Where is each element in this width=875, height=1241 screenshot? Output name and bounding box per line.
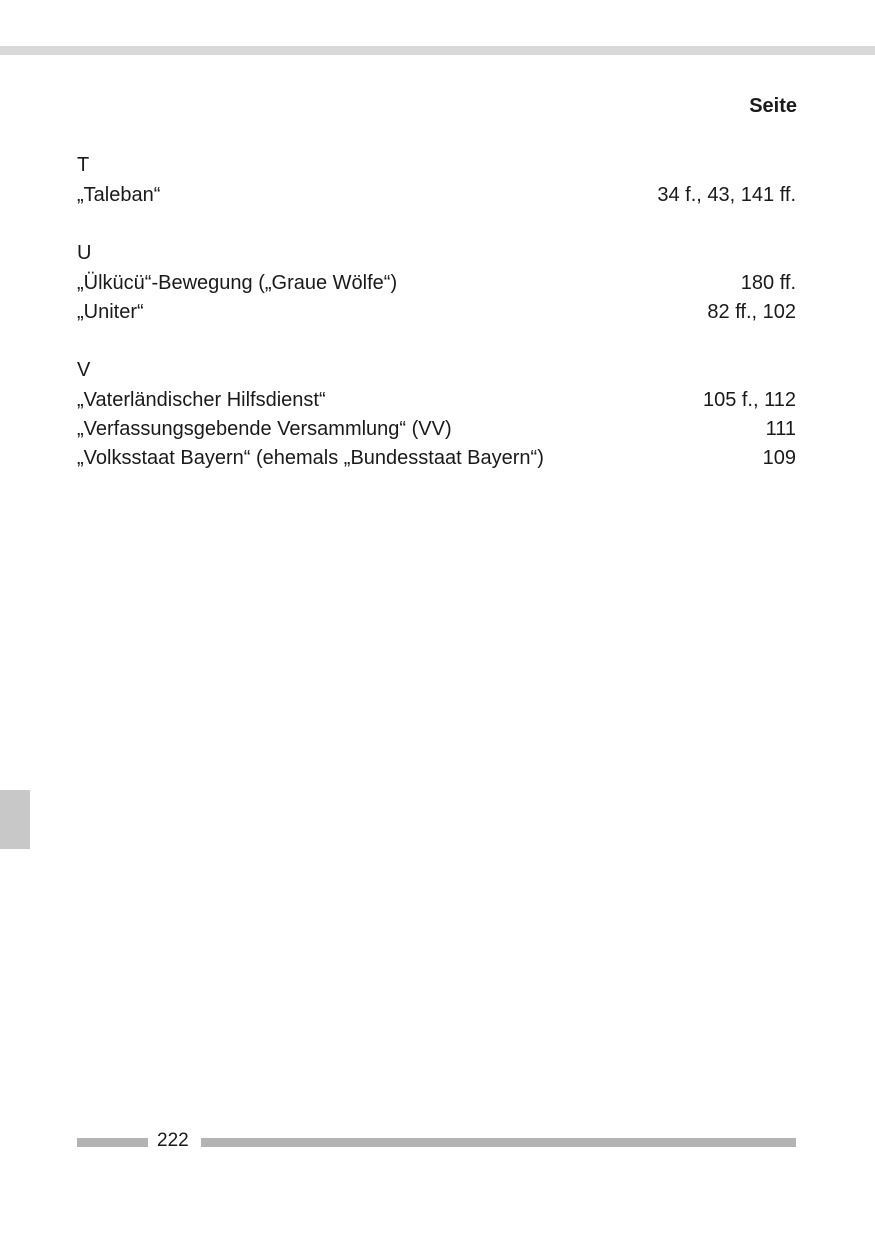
footer-left-rule [77, 1138, 148, 1147]
index-entry [77, 298, 796, 327]
entry-pages: 34 f., 43, 141 ff. [657, 184, 796, 206]
section-letter: U [77, 242, 92, 264]
entry-pages: 82 ff., 102 [707, 301, 796, 323]
index-section-t [77, 153, 796, 210]
index-entry [77, 181, 796, 210]
entry-pages: 111 [765, 418, 796, 440]
footer-right-rule [201, 1138, 796, 1147]
entry-term: „Uniter“ [77, 301, 144, 323]
index-entry [77, 269, 796, 298]
top-rule [0, 46, 875, 55]
section-letter: V [77, 359, 91, 381]
index-entry [77, 444, 796, 473]
entry-term: „Ülkücü“-Bewegung („Graue Wölfe“) [77, 272, 398, 294]
thumb-index-tab [0, 790, 30, 849]
entry-term: „Vaterländischer Hilfsdienst“ [77, 389, 326, 411]
entry-pages: 180 ff. [740, 272, 796, 294]
index-entry [77, 386, 796, 415]
index-entry [77, 415, 796, 444]
section-letter: T [77, 154, 90, 176]
index-section-u [77, 241, 796, 327]
index-section-v [77, 358, 796, 473]
page-column-header: Seite [749, 95, 797, 117]
entry-term: „Verfassungsgebende Versammlung“ (VV) [77, 418, 452, 440]
entry-term: „Taleban“ [77, 184, 161, 206]
page-footer [77, 1128, 796, 1154]
entry-pages: 109 [762, 447, 796, 469]
entry-term: „Volksstaat Bayern“ (ehemals „Bundesstaat Bayern“) [77, 447, 544, 469]
page-number: 222 [157, 1130, 189, 1151]
entry-pages: 105 f., 112 [702, 389, 796, 411]
